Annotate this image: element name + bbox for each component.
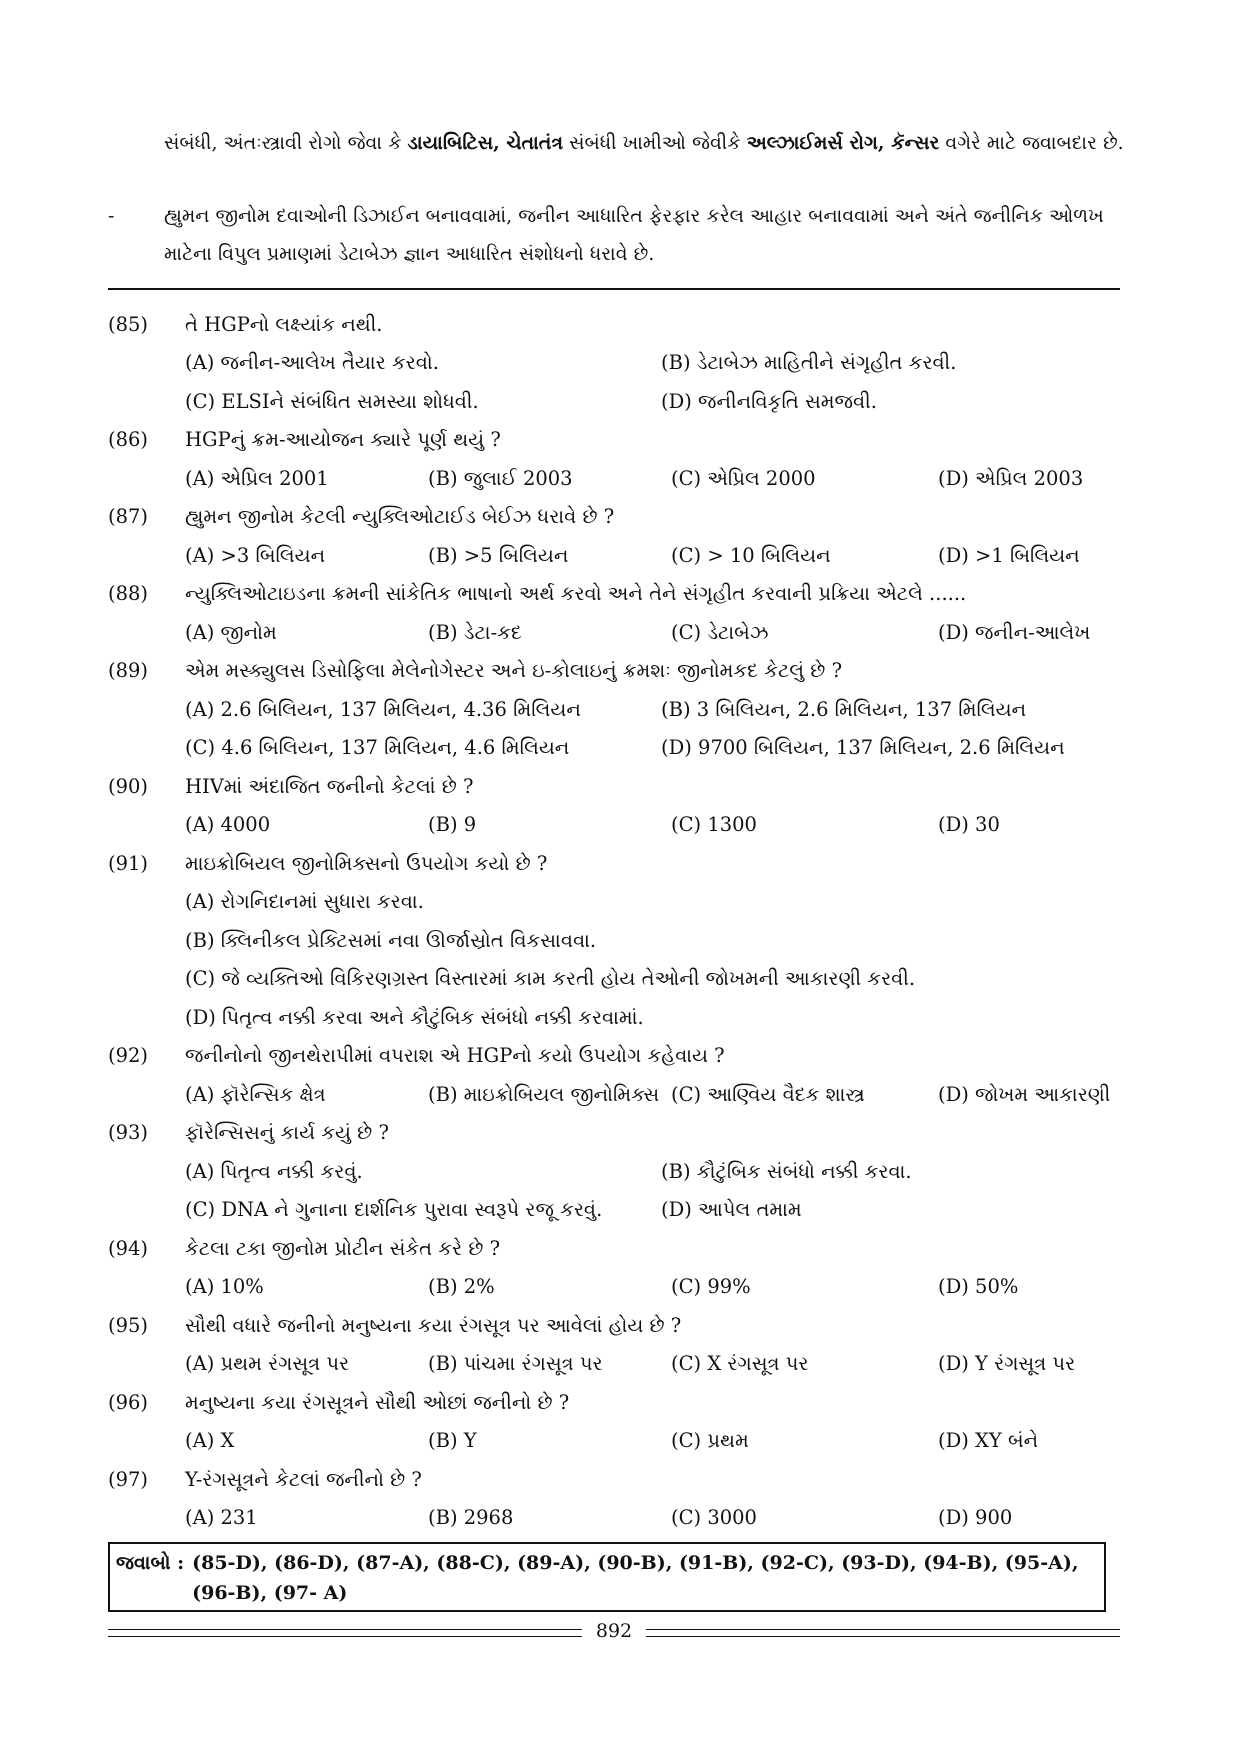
option: (D) જનીન-આલેખ <box>938 620 1091 644</box>
option: (A) રોગનિદાનમાં સુધારા કરવા. <box>185 890 424 914</box>
question-number: (85) <box>108 312 149 336</box>
question-row <box>108 305 1120 344</box>
option: (C) X રંગસૂત્ર પર <box>671 1352 809 1376</box>
question-number: (95) <box>108 1313 149 1337</box>
option: (A) 10% <box>185 1275 264 1299</box>
question-row <box>108 1460 1120 1499</box>
option: (A) >3 બિલિયન <box>185 543 326 567</box>
options-row <box>108 344 1120 383</box>
text-run: વગેરે માટે જવાબદાર છે. <box>939 132 1124 154</box>
option: (A) X <box>185 1429 235 1453</box>
question-row <box>108 767 1120 806</box>
option: (A) પિતૃત્વ નક્કી કરવું. <box>185 1159 363 1183</box>
option: (B) માઇક્રોબિયલ જીનોમિક્સ <box>428 1082 660 1106</box>
question-number: (94) <box>108 1236 149 1260</box>
option: (B) ક્લિનીકલ પ્રેક્ટિસમાં નવા ઊર્જાસ્રોત વિકસાવવા. <box>185 928 597 952</box>
question-row <box>108 1037 1120 1076</box>
intro-paragraph-1 <box>108 124 1176 162</box>
option: (A) એપ્રિલ 2001 <box>185 466 329 490</box>
option: (D) 30 <box>938 813 1000 837</box>
question-text: Y-રંગસૂત્રને કેટલાં જનીનો છે ? <box>185 1467 422 1491</box>
option: (B) >5 બિલિયન <box>428 543 569 567</box>
question-text: હ્યુમન જીનોમ કેટલી ન્યુક્લિઓટાઈડ બેઈઝ ધરાવે છે ? <box>185 505 615 529</box>
question-row <box>108 498 1120 537</box>
options-row <box>108 1499 1120 1538</box>
question-row <box>108 575 1120 614</box>
option: (A) જીનોમ <box>185 620 277 644</box>
option: (D) 900 <box>938 1506 1013 1530</box>
options-row <box>108 921 1120 960</box>
option: (C) ELSIને સંબંધિત સમસ્યા શોધવી. <box>185 389 479 413</box>
text-run: સંબંધી ખામીઓ જેવીકે <box>563 132 747 154</box>
options-row <box>108 1345 1120 1384</box>
option: (D) જનીનવિકૃતિ સમજવી. <box>661 389 877 413</box>
option: (B) 2% <box>428 1275 495 1299</box>
option: (D) આપેલ તમામ <box>661 1198 802 1222</box>
option: (C) 3000 <box>671 1506 757 1530</box>
question-number: (96) <box>108 1390 149 1414</box>
question-text: સૌથી વધારે જનીનો મનુષ્યના કયા રંગસૂત્ર પર આવેલાં હોય છે ? <box>185 1313 682 1337</box>
question-row <box>108 1114 1120 1153</box>
question-number: (88) <box>108 582 149 606</box>
option: (C) જે વ્યક્તિઓ વિકિરણગ્રસ્ત વિસ્તારમાં કામ કરતી હોય તેઓની જોખમની આકારણી કરવી. <box>185 967 916 991</box>
question-number: (90) <box>108 774 149 798</box>
option: (C) એપ્રિલ 2000 <box>671 466 816 490</box>
option: (B) Y <box>428 1429 477 1453</box>
question-text: HGPનું ક્રમ-આયોજન ક્યારે પૂર્ણ થયું ? <box>185 428 501 452</box>
option: (D) XY બંને <box>938 1429 1039 1453</box>
options-row <box>108 998 1120 1037</box>
options-row <box>108 960 1120 999</box>
option: (D) Y રંગસૂત્ર પર <box>938 1352 1076 1376</box>
options-row <box>108 729 1120 768</box>
question-text: તે HGPનો લક્ષ્યાંક નથી. <box>185 312 383 336</box>
option: (C) 99% <box>671 1275 751 1299</box>
answer-key-label: જવાબો : <box>116 1552 185 1574</box>
options-row <box>108 806 1120 845</box>
question-text: માઇક્રોબિયલ જીનોમિક્સનો ઉપયોગ કયો છે ? <box>185 851 548 875</box>
question-number: (97) <box>108 1467 149 1491</box>
answer-key-text: (85-D), (86-D), (87-A), (88-C), (89-A), (90-B), (91-B), (92-C), (93-D), (94-B), (95-A), (96-B), (97- A) <box>192 1552 1079 1604</box>
option: (B) 2968 <box>428 1506 514 1530</box>
option: (B) 3 બિલિયન, 2.6 મિલિયન, 137 મિલિયન <box>661 697 1027 721</box>
question-number: (87) <box>108 505 149 529</box>
option: (A) 2.6 બિલિયન, 137 મિલિયન, 4.36 મિલિયન <box>185 697 581 721</box>
question-row <box>108 1229 1120 1268</box>
question-number: (86) <box>108 428 149 452</box>
option: (C) > 10 બિલિયન <box>671 543 831 567</box>
page-footer <box>108 1620 1120 1653</box>
question-text: ફૉરેન્સિસનું કાર્ય કયું છે ? <box>185 1121 389 1145</box>
bullet-dash: - <box>108 205 115 227</box>
option: (A) જનીન-આલેખ તૈયાર કરવો. <box>185 351 439 375</box>
bold-term: અલ્ઝાઈમર્સ રોગ, કૅન્સર <box>746 132 940 154</box>
question-number: (92) <box>108 1044 149 1068</box>
option: (D) >1 બિલિયન <box>938 543 1080 567</box>
option: (C) આણ્વિય વૈદક શાસ્ત્ર <box>671 1082 865 1106</box>
option: (C) પ્રથમ <box>671 1429 749 1453</box>
question-number: (91) <box>108 851 149 875</box>
options-row <box>108 690 1120 729</box>
option: (A) 4000 <box>185 813 271 837</box>
question-text: HIVમાં અંદાજિત જનીનો કેટલાં છે ? <box>185 774 474 798</box>
options-row <box>108 459 1120 498</box>
option: (D) જોખમ આકારણી <box>938 1082 1111 1106</box>
options-row <box>108 1075 1120 1114</box>
question-text: એમ મસ્ક્યુલસ ડિસોફિલા મેલેનોગેસ્ટર અને ઇ-કોલાઇનું ક્રમશઃ જીનોમકદ કેટલું છે ? <box>185 659 843 683</box>
question-row <box>108 844 1120 883</box>
option: (D) પિતૃત્વ નક્કી કરવા અને કૌટુંબિક સંબંધો નક્કી કરવામાં. <box>185 1005 644 1029</box>
text-run: સંબંધી, અંતઃસ્ત્રાવી રોગો જેવા કે <box>164 132 408 154</box>
page-number: 892 <box>582 1620 646 1642</box>
question-number: (93) <box>108 1121 149 1145</box>
option: (D) 50% <box>938 1275 1019 1299</box>
question-text: મનુષ્યના કયા રંગસૂત્રને સૌથી ઓછાં જનીનો છે ? <box>185 1390 570 1414</box>
question-row <box>108 1306 1120 1345</box>
option: (A) પ્રથમ રંગસૂત્ર પર <box>185 1352 350 1376</box>
question-row <box>108 421 1120 460</box>
question-row <box>108 652 1120 691</box>
question-text: ન્યુક્લિઓટાઇડના ક્રમની સાંકેતિક ભાષાનો અર્થ કરવો અને તેને સંગૃહીત કરવાની પ્રક્રિયા એટલે ...... <box>185 582 967 606</box>
options-row <box>108 1191 1120 1230</box>
option: (A) 231 <box>185 1506 258 1530</box>
bold-term: ડાયાબિટિસ, ચેતાતંત્ર <box>407 132 564 154</box>
options-row <box>108 382 1120 421</box>
question-number: (89) <box>108 659 149 683</box>
option: (C) ડેટાબેઝ <box>671 620 769 644</box>
options-row <box>108 1422 1120 1461</box>
options-row <box>108 536 1120 575</box>
option: (D) એપ્રિલ 2003 <box>938 466 1084 490</box>
option: (B) ડેટા-કદ <box>428 620 522 644</box>
intro-paragraph-2 <box>108 197 1120 273</box>
option: (A) ફૉરેન્સિક ક્ષેત્ર <box>185 1082 326 1106</box>
question-list <box>108 305 1120 1537</box>
options-row <box>108 1268 1120 1307</box>
option: (C) DNA ને ગુનાના દાર્શનિક પુરાવા સ્વરૂપે રજૂ કરવું. <box>185 1198 603 1222</box>
question-text: કેટલા ટકા જીનોમ પ્રોટીન સંકેત કરે છે ? <box>185 1236 501 1260</box>
options-row <box>108 613 1120 652</box>
option: (B) પાંચમા રંગસૂત્ર પર <box>428 1352 603 1376</box>
question-row <box>108 1383 1120 1422</box>
answer-key-box <box>108 1542 1106 1612</box>
options-row <box>108 1152 1120 1191</box>
option: (B) ડેટાબેઝ માહિતીને સંગૃહીત કરવી. <box>661 351 957 375</box>
option: (B) જુલાઈ 2003 <box>428 466 573 490</box>
option: (B) કૌટુંબિક સંબંધો નક્કી કરવા. <box>661 1159 912 1183</box>
text-run: હ્યુમન જીનોમ દવાઓની ડિઝાઈન બનાવવામાં, જનીન આધારિત ફેરફાર કરેલ આહાર બનાવવામાં અને અંતે જનીનિક ઓળખ માટેના વિપુલ પ્રમાણમાં ડેટાબેઝ જ્ઞાન આધારિત સંશોધનો ધરાવે છે. <box>164 205 1104 265</box>
option: (C) 4.6 બિલિયન, 137 મિલિયન, 4.6 મિલિયન <box>185 736 570 760</box>
option: (B) 9 <box>428 813 477 837</box>
options-row <box>108 883 1120 922</box>
question-text: જનીનોનો જીનથેરાપીમાં વપરાશ એ HGPનો કયો ઉપયોગ કહેવાય ? <box>185 1044 725 1068</box>
section-divider <box>108 288 1120 290</box>
option: (C) 1300 <box>671 813 757 837</box>
option: (D) 9700 બિલિયન, 137 મિલિયન, 2.6 મિલિયન <box>661 736 1065 760</box>
